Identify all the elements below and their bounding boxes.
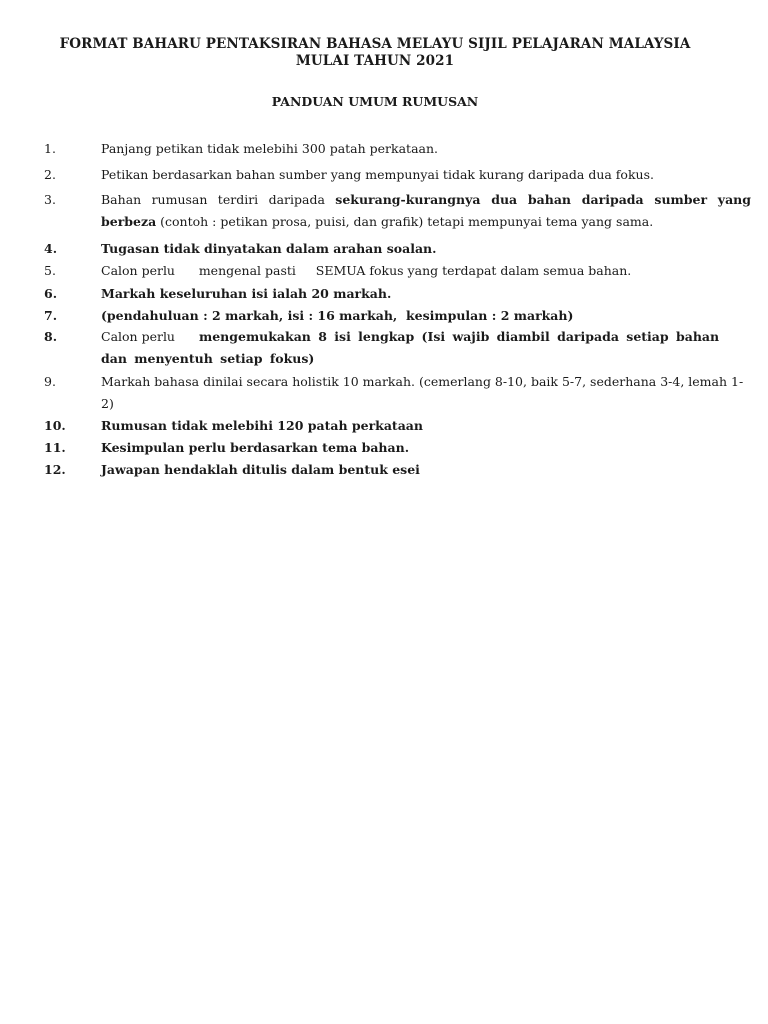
list-item-number: 3. bbox=[44, 192, 56, 207]
list-item-text-part: (contoh : petikan prosa, puisi, dan grafik) tetapi mempunyai tema yang sama. bbox=[156, 214, 654, 229]
list-item-text-part: Calon perlu bbox=[101, 329, 175, 344]
list-item-text: Petikan berdasarkan bahan sumber yang mempunyai tidak kurang daripada dua fokus. bbox=[101, 167, 654, 182]
list-item-text: Markah bahasa dinilai secara holistik 10 markah. (cemerlang 8-10, baik 5-7, sederhana 3-4, lemah 1-2) bbox=[101, 374, 744, 411]
list-item-number: 11. bbox=[44, 440, 66, 455]
list-item-number: 10. bbox=[44, 418, 66, 433]
list-item-text-part: Bahan rumusan terdiri daripada bbox=[101, 192, 336, 207]
list-item-number: 1. bbox=[44, 141, 56, 156]
list-item-number: 8. bbox=[44, 329, 58, 344]
list-item-text: (pendahuluan : 2 markah, isi : 16 markah, kesimpulan : 2 markah) bbox=[101, 308, 574, 323]
document-title-line-1: FORMAT BAHARU PENTAKSIRAN BAHASA MELAYU SIJIL PELAJARAN MALAYSIA bbox=[59, 36, 691, 52]
list-item-text: Rumusan tidak melebihi 120 patah perkataan bbox=[101, 418, 423, 433]
section-heading: PANDUAN UMUM RUMUSAN bbox=[271, 94, 479, 109]
list-item-text: Markah keseluruhan isi ialah 20 markah. bbox=[101, 286, 392, 301]
list-item-text: Panjang petikan tidak melebihi 300 patah perkataan. bbox=[101, 141, 439, 156]
list-item-text: Calon perlu mengenal pasti SEMUA fokus yang terdapat dalam semua bahan. bbox=[101, 263, 632, 278]
list-item-emphasis: sekurang-kurangnya dua bahan daripada sumber yang berbeza bbox=[101, 192, 751, 229]
list-item-number: 6. bbox=[44, 286, 58, 301]
list-item-text bbox=[101, 326, 751, 370]
list-item-number: 9. bbox=[44, 374, 56, 389]
list-item-number: 7. bbox=[44, 308, 58, 323]
list-item-text: Tugasan tidak dinyatakan dalam arahan soalan. bbox=[101, 241, 437, 256]
list-item-text bbox=[101, 189, 751, 233]
list-item-text: Kesimpulan perlu berdasarkan tema bahan. bbox=[101, 440, 410, 455]
list-item-text: Jawapan hendaklah ditulis dalam bentuk esei bbox=[101, 462, 420, 477]
list-item-number: 4. bbox=[44, 241, 58, 256]
list-item-number: 2. bbox=[44, 167, 56, 182]
list-item-number: 5. bbox=[44, 263, 56, 278]
list-item-emphasis: mengemukakan 8 isi lengkap (Isi wajib diambil daripada setiap bahan dan menyentuh setiap fokus) bbox=[101, 329, 720, 366]
list-item-number: 12. bbox=[44, 462, 66, 477]
document-title-line-2: MULAI TAHUN 2021 bbox=[295, 53, 455, 69]
